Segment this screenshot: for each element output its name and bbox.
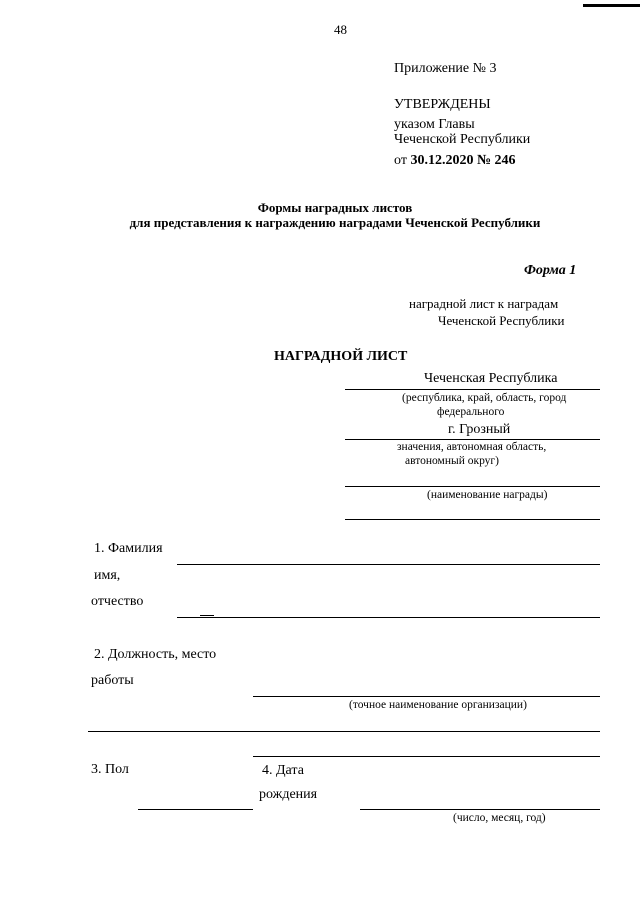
work-label: работы [91,673,134,688]
date-number: 30.12.2020 № 246 [410,153,516,168]
region-hint-3: значения, автономная область, [397,441,547,453]
sex-line [138,809,253,810]
surname-line [177,564,600,565]
work-line [253,696,600,697]
title-line-1: Формы наградных листов [257,200,413,215]
form-desc-line-1: наградной лист к наградам [409,296,559,311]
date-prefix: от [394,153,407,168]
birth-label-2: рождения [259,787,318,802]
page-number: 48 [334,22,347,37]
region-hint-2: федерального [437,406,505,418]
sheet-title: НАГРАДНОЙ ЛИСТ [274,349,408,364]
date-hint: (число, месяц, год) [453,812,546,824]
region-hint-1: (республика, край, область, город [402,392,567,404]
sex-label: 3. Пол [91,762,129,777]
org-hint: (точное наименование организации) [349,699,527,711]
region-line [345,389,600,390]
approved-label: УТВЕРЖДЕНЫ [394,97,491,112]
region-hint-4: автономный округ) [405,455,499,467]
decree-date [394,153,516,169]
org-line-2 [88,731,600,732]
patronymic-label: отчество [91,594,144,609]
region-value: Чеченская Республика [424,371,558,386]
birth-label-1: 4. Дата [262,763,304,778]
appendix-label: Приложение № 3 [394,61,497,76]
name-label: имя, [94,568,121,583]
form-label: Форма 1 [524,263,577,278]
position-label: 2. Должность, место [94,647,217,662]
award-hint: (наименование награды) [427,489,548,501]
award-line [345,486,600,487]
decree-line-2: Чеченской Республики [394,132,531,147]
corner-rule [583,4,640,7]
name-line [177,617,600,618]
title-line-2: для представления к награждению наградами Чеченской Республики [129,215,541,230]
city-value: г. Грозный [448,422,511,437]
form-desc-line-2: Чеченской Республики [438,313,565,328]
name-line-mark [200,615,214,616]
decree-line-1: указом Главы [394,117,475,132]
birth-line [360,809,600,810]
surname-label: 1. Фамилия [94,541,163,556]
award-line-2 [345,519,600,520]
birth-top-line [253,756,600,757]
city-line [345,439,600,440]
